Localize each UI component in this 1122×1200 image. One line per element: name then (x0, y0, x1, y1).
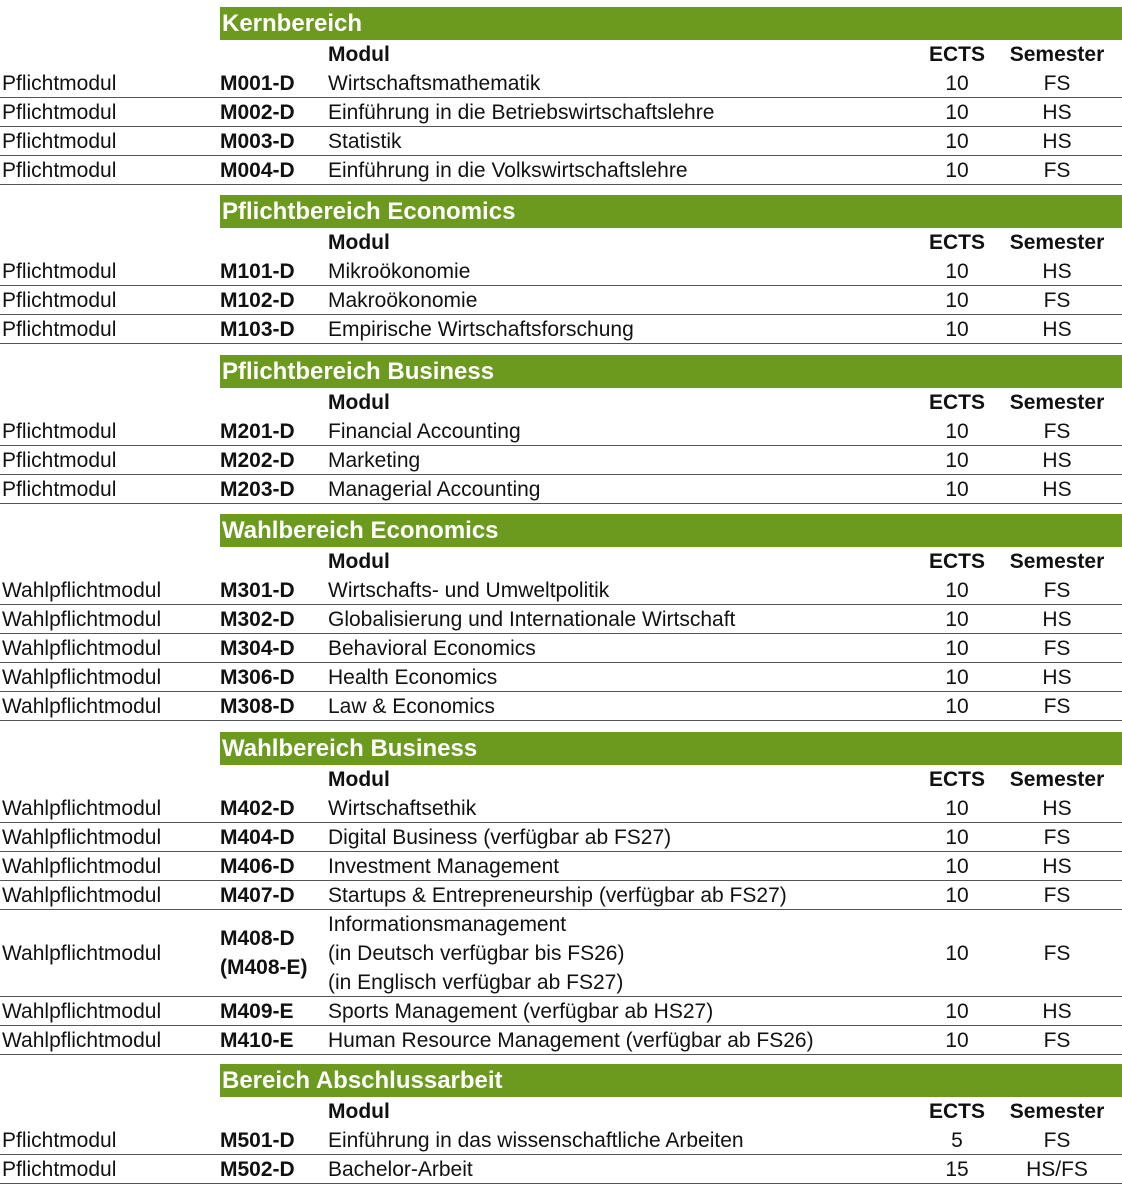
module-semester: HS (1042, 1000, 1072, 1023)
column-header-module: Modul (328, 768, 390, 791)
module-code (220, 663, 295, 692)
module-name (328, 823, 671, 852)
module-category: Pflichtmodul (2, 260, 117, 283)
module-name (328, 1155, 473, 1184)
module-name-line: (in Deutsch verfügbar bis FS26) (328, 942, 625, 965)
module-category: Wahlpflichtmodul (2, 855, 162, 878)
module-code-line: M002-D (220, 101, 295, 124)
column-header-row (0, 388, 1122, 417)
table-row (0, 881, 1122, 910)
column-header-module: Modul (328, 550, 390, 573)
module-name-line: Wirtschaftsethik (328, 797, 477, 820)
module-ects: 10 (945, 826, 969, 849)
module-name (328, 69, 540, 98)
module-ects: 10 (945, 695, 969, 718)
module-ects: 10 (945, 101, 969, 124)
module-category: Wahlpflichtmodul (2, 942, 162, 965)
module-name-line: Einführung in die Betriebswirtschaftslehre (328, 101, 715, 124)
module-semester: FS (1043, 289, 1071, 312)
module-name (328, 315, 634, 344)
module-ects: 10 (945, 884, 969, 907)
column-header-row (0, 765, 1122, 794)
table-row (0, 997, 1122, 1026)
column-header-module: Modul (328, 231, 390, 254)
module-ects: 5 (951, 1129, 963, 1152)
module-name (328, 257, 470, 286)
module-semester: HS (1042, 666, 1072, 689)
module-name (328, 692, 495, 721)
module-code (220, 257, 295, 286)
column-header-ects: ECTS (928, 43, 985, 66)
column-header-ects: ECTS (928, 1100, 985, 1123)
table-row (0, 663, 1122, 692)
table-row (0, 794, 1122, 823)
module-name-line: Globalisierung und Internationale Wirtschaft (328, 608, 736, 631)
module-semester: HS (1042, 101, 1072, 124)
module-category: Wahlpflichtmodul (2, 797, 162, 820)
table-row (0, 692, 1122, 721)
column-header-semester: Semester (1009, 550, 1105, 573)
module-semester: HS (1042, 318, 1072, 341)
table-row (0, 69, 1122, 98)
column-header-ects: ECTS (928, 391, 985, 414)
table-row (0, 127, 1122, 156)
module-name-line: Einführung in die Volkswirtschaftslehre (328, 159, 688, 182)
module-semester: FS (1043, 826, 1071, 849)
module-name-line: Statistik (328, 130, 402, 153)
module-name-line: Digital Business (verfügbar ab FS27) (328, 826, 672, 849)
column-header-module: Modul (328, 43, 390, 66)
module-code (220, 127, 295, 156)
module-name-line: Health Economics (328, 666, 498, 689)
module-ects: 10 (945, 666, 969, 689)
module-semester: HS (1042, 478, 1072, 501)
module-category: Wahlpflichtmodul (2, 608, 162, 631)
module-ects: 10 (945, 318, 969, 341)
module-code (220, 98, 295, 127)
column-header-row (0, 1097, 1122, 1126)
table-row (0, 257, 1122, 286)
module-code (220, 1126, 295, 1155)
module-category: Pflichtmodul (2, 72, 117, 95)
column-header-semester: Semester (1009, 768, 1105, 791)
column-header-ects: ECTS (928, 231, 985, 254)
column-header-semester: Semester (1009, 1100, 1105, 1123)
module-semester: FS (1043, 695, 1071, 718)
module-ects: 10 (945, 797, 969, 820)
table-row (0, 852, 1122, 881)
table-row (0, 634, 1122, 663)
module-semester: FS (1043, 1029, 1071, 1052)
module-semester: FS (1043, 159, 1071, 182)
module-code (220, 286, 295, 315)
module-semester: HS (1042, 608, 1072, 631)
module-code (220, 692, 295, 721)
module-code (220, 576, 295, 605)
module-name (328, 127, 402, 156)
module-name (328, 910, 624, 997)
module-category: Pflichtmodul (2, 130, 117, 153)
module-semester: FS (1043, 72, 1071, 95)
module-name (328, 98, 714, 127)
module-code-line: M304-D (220, 637, 295, 660)
module-semester: HS (1042, 260, 1072, 283)
module-name (328, 1026, 814, 1055)
table-row (0, 910, 1122, 997)
column-header-module: Modul (328, 391, 390, 414)
section-title: Wahlbereich Business (220, 732, 1122, 765)
module-semester: FS (1043, 942, 1071, 965)
module-name-line: Behavioral Economics (328, 637, 536, 660)
module-code-line: M407-D (220, 884, 295, 907)
table-row (0, 286, 1122, 315)
table-row (0, 98, 1122, 127)
module-name-line: Bachelor-Arbeit (328, 1158, 473, 1181)
module-code-line: M201-D (220, 420, 295, 443)
section-title: Bereich Abschlussarbeit (220, 1064, 1122, 1097)
module-ects: 15 (945, 1158, 969, 1181)
module-code (220, 315, 295, 344)
table-row (0, 446, 1122, 475)
module-code-line: M501-D (220, 1129, 295, 1152)
module-ects: 10 (945, 637, 969, 660)
module-code (220, 924, 308, 982)
module-name-line: Startups & Entrepreneurship (verfügbar ab FS27) (328, 884, 787, 907)
section-title: Pflichtbereich Economics (220, 195, 1122, 228)
module-name (328, 156, 688, 185)
module-code (220, 417, 295, 446)
module-code-line: M203-D (220, 478, 295, 501)
module-semester: HS (1042, 797, 1072, 820)
column-header-row (0, 40, 1122, 69)
module-name (328, 881, 787, 910)
table-row (0, 315, 1122, 344)
module-code-line: M001-D (220, 72, 295, 95)
module-category: Wahlpflichtmodul (2, 579, 162, 602)
module-name-line: Mikroökonomie (328, 260, 471, 283)
module-name (328, 446, 420, 475)
module-category: Pflichtmodul (2, 478, 117, 501)
module-name-line: Human Resource Management (verfügbar ab FS26) (328, 1029, 814, 1052)
module-name (328, 663, 497, 692)
module-ects: 10 (945, 478, 969, 501)
module-code (220, 852, 295, 881)
module-name-line: Managerial Accounting (328, 478, 541, 501)
module-category: Pflichtmodul (2, 420, 117, 443)
module-name-line: Law & Economics (328, 695, 495, 718)
module-name-line: Financial Accounting (328, 420, 521, 443)
module-code (220, 881, 295, 910)
module-name (328, 634, 536, 663)
module-name-line: Makroökonomie (328, 289, 478, 312)
module-semester: FS (1043, 1129, 1071, 1152)
module-ects: 10 (945, 130, 969, 153)
module-name-line: (in Englisch verfügbar ab FS27) (328, 971, 624, 994)
module-name (328, 794, 476, 823)
module-code-line: M302-D (220, 608, 295, 631)
module-ects: 10 (945, 159, 969, 182)
module-name (328, 1126, 744, 1155)
module-code-line: (M408-E) (220, 956, 308, 979)
module-name (328, 852, 559, 881)
section-title: Wahlbereich Economics (220, 514, 1122, 547)
module-code (220, 1026, 294, 1055)
module-name-line: Informationsmanagement (328, 913, 567, 936)
module-code (220, 69, 295, 98)
module-ects: 10 (945, 420, 969, 443)
module-name-line: Empirische Wirtschaftsforschung (328, 318, 634, 341)
module-code (220, 823, 295, 852)
module-name-line: Wirtschaftsmathematik (328, 72, 541, 95)
module-ects: 10 (945, 449, 969, 472)
module-semester: FS (1043, 884, 1071, 907)
module-ects: 10 (945, 942, 969, 965)
module-category: Wahlpflichtmodul (2, 666, 162, 689)
module-ects: 10 (945, 72, 969, 95)
section-title: Kernbereich (220, 7, 1122, 40)
module-category: Wahlpflichtmodul (2, 826, 162, 849)
module-ects: 10 (945, 855, 969, 878)
module-semester: FS (1043, 420, 1071, 443)
table-row (0, 1155, 1122, 1184)
module-code (220, 475, 295, 504)
table-row (0, 156, 1122, 185)
column-header-semester: Semester (1009, 231, 1105, 254)
module-code-line: M308-D (220, 695, 295, 718)
module-name (328, 576, 609, 605)
module-name-line: Sports Management (verfügbar ab HS27) (328, 1000, 714, 1023)
module-ects: 10 (945, 608, 969, 631)
module-code-line: M301-D (220, 579, 295, 602)
module-semester: FS (1043, 579, 1071, 602)
module-code (220, 446, 295, 475)
column-header-row (0, 547, 1122, 576)
module-ects: 10 (945, 1000, 969, 1023)
module-category: Pflichtmodul (2, 1158, 117, 1181)
table-row (0, 823, 1122, 852)
module-category: Wahlpflichtmodul (2, 695, 162, 718)
module-code-line: M409-E (220, 1000, 294, 1023)
module-ects: 10 (945, 260, 969, 283)
table-row (0, 605, 1122, 634)
column-header-ects: ECTS (928, 768, 985, 791)
module-code-line: M003-D (220, 130, 295, 153)
table-row (0, 475, 1122, 504)
module-category: Pflichtmodul (2, 289, 117, 312)
module-category: Pflichtmodul (2, 449, 117, 472)
table-row (0, 576, 1122, 605)
module-category: Pflichtmodul (2, 101, 117, 124)
module-name-line: Investment Management (328, 855, 560, 878)
module-category: Wahlpflichtmodul (2, 1000, 162, 1023)
table-row (0, 1126, 1122, 1155)
module-code-line: M004-D (220, 159, 295, 182)
module-code-line: M406-D (220, 855, 295, 878)
module-semester: FS (1043, 637, 1071, 660)
module-semester: HS (1042, 449, 1072, 472)
module-ects: 10 (945, 1029, 969, 1052)
module-code (220, 1155, 295, 1184)
module-code (220, 794, 295, 823)
module-category: Pflichtmodul (2, 318, 117, 341)
table-row (0, 417, 1122, 446)
column-header-ects: ECTS (928, 550, 985, 573)
module-code-line: M410-E (220, 1029, 294, 1052)
module-category: Pflichtmodul (2, 159, 117, 182)
module-code-line: M502-D (220, 1158, 295, 1181)
module-ects: 10 (945, 579, 969, 602)
module-name (328, 286, 477, 315)
module-category: Wahlpflichtmodul (2, 1029, 162, 1052)
module-name-line: Marketing (328, 449, 421, 472)
column-header-row (0, 228, 1122, 257)
module-name (328, 417, 521, 446)
module-name-line: Einführung in das wissenschaftliche Arbeiten (328, 1129, 744, 1152)
module-code-line: M404-D (220, 826, 295, 849)
module-code-line: M103-D (220, 318, 295, 341)
column-header-semester: Semester (1009, 391, 1105, 414)
module-code-line: M306-D (220, 666, 295, 689)
column-header-semester: Semester (1009, 43, 1105, 66)
table-row (0, 1026, 1122, 1055)
section-title: Pflichtbereich Business (220, 355, 1122, 388)
module-category: Wahlpflichtmodul (2, 884, 162, 907)
module-name (328, 605, 735, 634)
module-code (220, 605, 295, 634)
module-semester: HS (1042, 855, 1072, 878)
module-code-line: M101-D (220, 260, 295, 283)
module-code-line: M202-D (220, 449, 295, 472)
module-name (328, 997, 713, 1026)
module-code (220, 156, 295, 185)
module-semester: HS (1042, 130, 1072, 153)
module-category: Pflichtmodul (2, 1129, 117, 1152)
module-ects: 10 (945, 289, 969, 312)
module-semester: HS/FS (1026, 1158, 1088, 1181)
module-code-line: M402-D (220, 797, 295, 820)
module-code (220, 634, 295, 663)
module-code (220, 997, 294, 1026)
module-code-line: M408-D (220, 927, 295, 950)
module-code-line: M102-D (220, 289, 295, 312)
module-name-line: Wirtschafts- und Umweltpolitik (328, 579, 610, 602)
module-category: Wahlpflichtmodul (2, 637, 162, 660)
column-header-module: Modul (328, 1100, 390, 1123)
module-name (328, 475, 540, 504)
